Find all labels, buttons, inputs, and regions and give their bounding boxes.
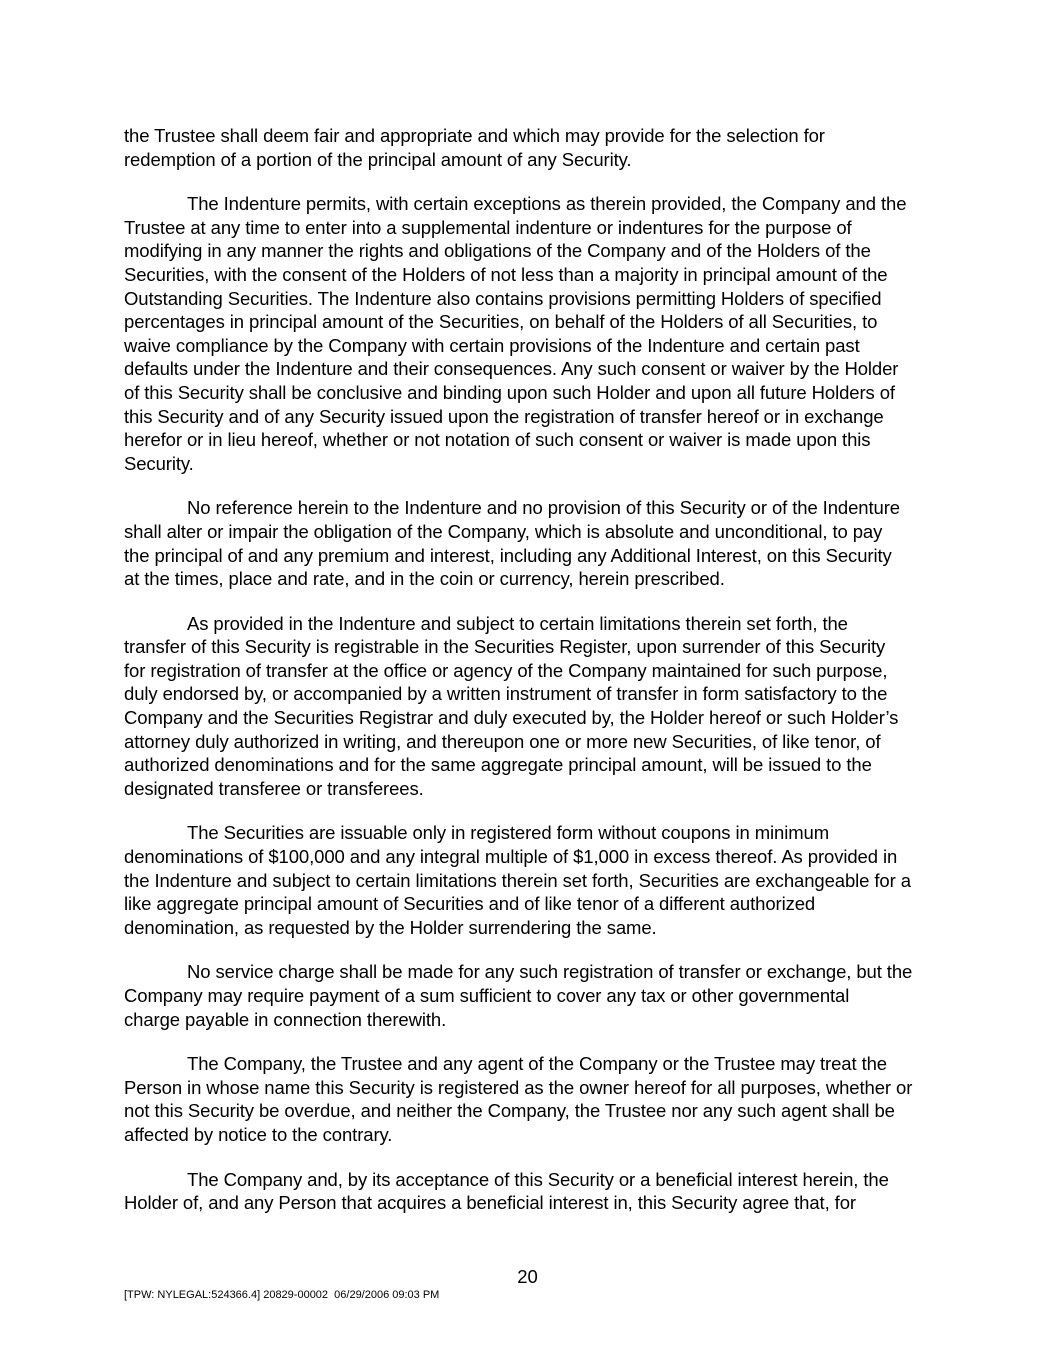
paragraph-6: No service charge shall be made for any such registration of transfer or exchange, but the Company may require payment of a sum sufficient to cover any tax or other governmental charge payable in connection therewith. [124,961,913,1030]
page-number: 20 [517,1266,538,1287]
paragraph-2: The Indenture permits, with certain exceptions as therein provided, the Company and the Trustee at any time to enter into a supplemental indenture or indentures for the purpose of modifying in any manner the rights and obligations of the Company and of the Holders of the Securities, with the consent of the Holders of not less than a majority in principal amount of the Outstanding Securities. The Indenture also contains provisions permitting Holders of specified percentages in principal amount of the Securities, on behalf of the Holders of all Securities, to waive compliance by the Company with certain provisions of the Indenture and certain past defaults under the Indenture and their consequences. Any such consent or waiver by the Holder of this Security shall be conclusive and binding upon such Holder and upon all future Holders of this Security and of any Security issued upon the registration of transfer hereof or in exchange herefor or in lieu hereof, whether or not notation of such consent or waiver is made upon this Security. [124,193,907,474]
document-body [124,124,934,1236]
paragraph-3: No reference herein to the Indenture and no provision of this Security or of the Indenture shall alter or impair the obligation of the Company, which is absolute and unconditional, to pay the principal of and any premium and interest, including any Additional Interest, on this Security at the times, place and rate, and in the coin or currency, herein prescribed. [124,497,900,590]
paragraph-7: The Company, the Trustee and any agent of the Company or the Trustee may treat the Person in whose name this Security is registered as the owner hereof for all purposes, whether or not this Security be overdue, and neither the Company, the Trustee nor any such agent shall be affected by notice to the contrary. [124,1053,913,1145]
paragraph-5: The Securities are issuable only in registered form without coupons in minimum denominations of $100,000 and any integral multiple of $1,000 in excess thereof. As provided in the Indenture and subject to certain limitations therein set forth, Securities are exchangeable for a like aggregate principal amount of Securities and of like tenor of a different authorized denomination, as requested by the Holder surrendering the same. [124,822,911,938]
paragraph-4: As provided in the Indenture and subject to certain limitations therein set forth, the transfer of this Security is registrable in the Securities Register, upon surrender of this Security for registration of transfer at the office or agency of the Company maintained for such purpose, duly endorsed by, or accompanied by a written instrument of transfer in form satisfactory to the Company and the Securities Registrar and duly executed by, the Holder hereof or such Holder’s attorney duly authorized in writing, and thereupon one or more new Securities, of like tenor, of authorized denominations and for the same aggregate principal amount, will be issued to the designated transferee or transferees. [124,612,899,799]
footer-document-stamp: [TPW: NYLEGAL:524366.4] 20829-00002 06/29/2006 09:03 PM [124,1289,440,1301]
paragraph-1: the Trustee shall deem fair and appropriate and which may provide for the selection for redemption of a portion of the principal amount of any Security. [124,125,825,170]
paragraph-8: The Company and, by its acceptance of this Security or a beneficial interest herein, the Holder of, and any Person that acquires a beneficial interest in, this Security agree that, for [124,1168,889,1214]
